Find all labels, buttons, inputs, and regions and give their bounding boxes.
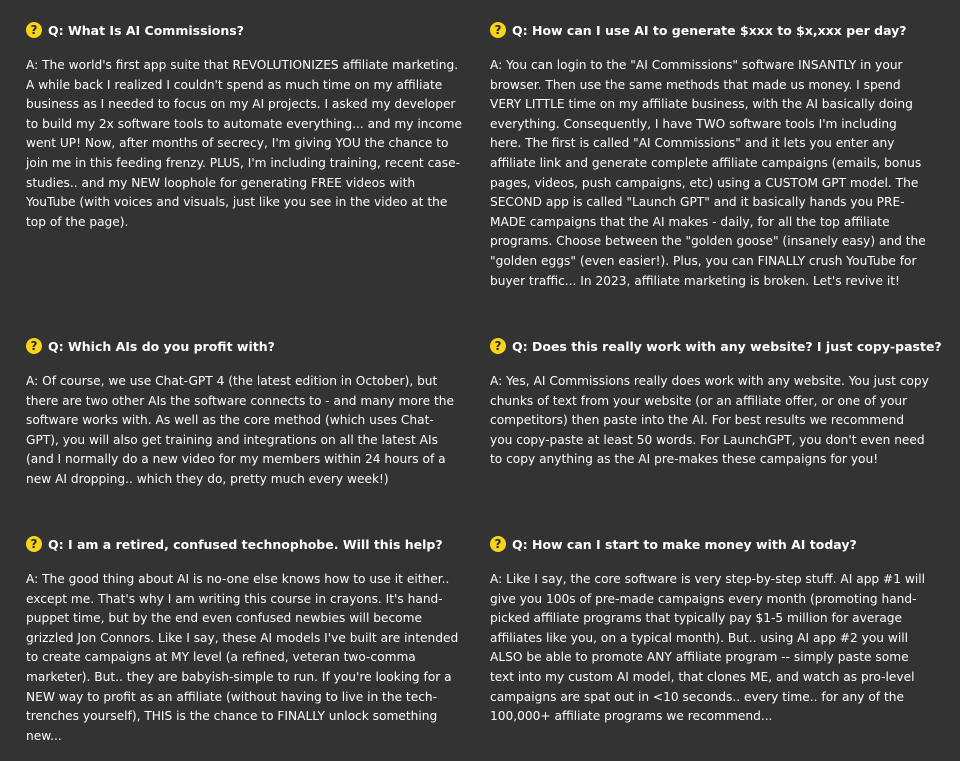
question-icon: ? <box>26 22 42 38</box>
question-icon: ? <box>490 22 506 38</box>
faq-question: Q: How can I start to make money with AI today? <box>512 536 857 552</box>
faq-question-row <box>26 336 466 356</box>
faq-question: Q: How can I use AI to generate $xxx to $x,xxx per day? <box>512 22 907 38</box>
faq-answer: A: Of course, we use Chat-GPT 4 (the latest edition in October), but there are two other AIs the software connects to - and many more the software works with. As well as the core method (which uses Chat-GPT), you will also get training and integrations on all the latest AIs (and I normally do a new video for my members within 24 hours of a new AI dropping.. which they do, pretty much every week!) <box>26 374 454 486</box>
question-icon: ? <box>490 338 506 354</box>
question-icon: ? <box>490 536 506 552</box>
faq-answer: A: Like I say, the core software is very step-by-step stuff. AI app #1 will give you 100s of pre-made campaigns every month (promoting hand-picked affiliate programs that typically pay $1-5 million for average affiliates like you, on a typical month). But.. using AI app #2 you will ALSO be able to promote ANY affiliate program -- simply paste some text into my custom AI model, that clones ME, and watch as pro-level campaigns are spat out in <10 seconds.. every time.. for any of the 100,000+ affiliate programs we recommend... <box>490 572 926 724</box>
faq-item-generate-per-day <box>490 20 930 291</box>
faq-question-row <box>26 534 466 554</box>
faq-answer: A: Yes, AI Commissions really does work with any website. You just copy chunks of text from your website (or an affiliate offer, or one of your competitors) then paste into the AI. For best results we recommend you copy-paste at least 50 words. For LaunchGPT, you don't even need to copy anything as the AI pre-makes these campaigns for you! <box>490 374 929 467</box>
faq-answer: A: You can login to the "AI Commissions" software INSANTLY in your browser. Then use the same methods that made us money. I spend VERY LITTLE time on my affiliate business, with the AI basically doing everything. Consequently, I have TWO software tools I'm including here. The first is called "AI Commissions" and it lets you enter any affiliate link and generate complete affiliate campaigns (emails, bonus pages, videos, push campaigns, etc) using a CUSTOM GPT model. The SECOND app is called "Launch GPT" and it basically hands you PRE-MADE campaigns that the AI makes - daily, for all the top affiliate programs. Choose between the "golden goose" (insanely easy) and the "golden eggs" (even easier!). Plus, you can FINALLY crush YouTube for buyer traffic... In 2023, affiliate marketing is broken. Let's revive it! <box>490 58 926 288</box>
faq-item-what-is <box>26 20 466 232</box>
faq-item-any-website <box>490 336 942 470</box>
faq-item-technophobe <box>26 534 466 746</box>
faq-item-which-ais <box>26 336 466 490</box>
faq-question-row <box>26 20 466 40</box>
faq-question: Q: What Is AI Commissions? <box>48 22 244 38</box>
faq-question: Q: Which AIs do you profit with? <box>48 338 275 354</box>
question-icon: ? <box>26 536 42 552</box>
faq-question: Q: Does this really work with any website? I just copy-paste? <box>512 338 942 354</box>
faq-question: Q: I am a retired, confused technophobe. Will this help? <box>48 536 443 552</box>
question-icon: ? <box>26 338 42 354</box>
faq-question-row <box>490 20 930 40</box>
faq-item-start-today <box>490 534 930 727</box>
faq-question-row <box>490 534 930 554</box>
faq-answer: A: The world's first app suite that REVOLUTIONIZES affiliate marketing. A while back I realized I couldn't spend as much time on my affiliate business as I needed to focus on my AI projects. I asked my developer to build my 2x software tools to automate everything... and my income went UP! Now, after months of secrecy, I'm giving YOU the chance to join me in this feeding frenzy. PLUS, I'm including training, recent case-studies.. and my NEW loophole for generating FREE videos with YouTube (with voices and visuals, just like you see in the video at the top of the page). <box>26 58 462 229</box>
faq-question-row <box>490 336 942 356</box>
faq-answer: A: The good thing about AI is no-one else knows how to use it either.. except me. That's why I am writing this course in crayons. It's hand-puppet time, but by the end even confused newbies will become grizzled Jon Connors. Like I say, these AI models I've built are intended to create campaigns at MY level (a refined, veteran two-comma marketer). But.. they are babyish-simple to run. If you're looking for a NEW way to profit as an affiliate (without having to live in the tech-trenches yourself), THIS is the chance to FINALLY unlock something new... <box>26 572 459 743</box>
